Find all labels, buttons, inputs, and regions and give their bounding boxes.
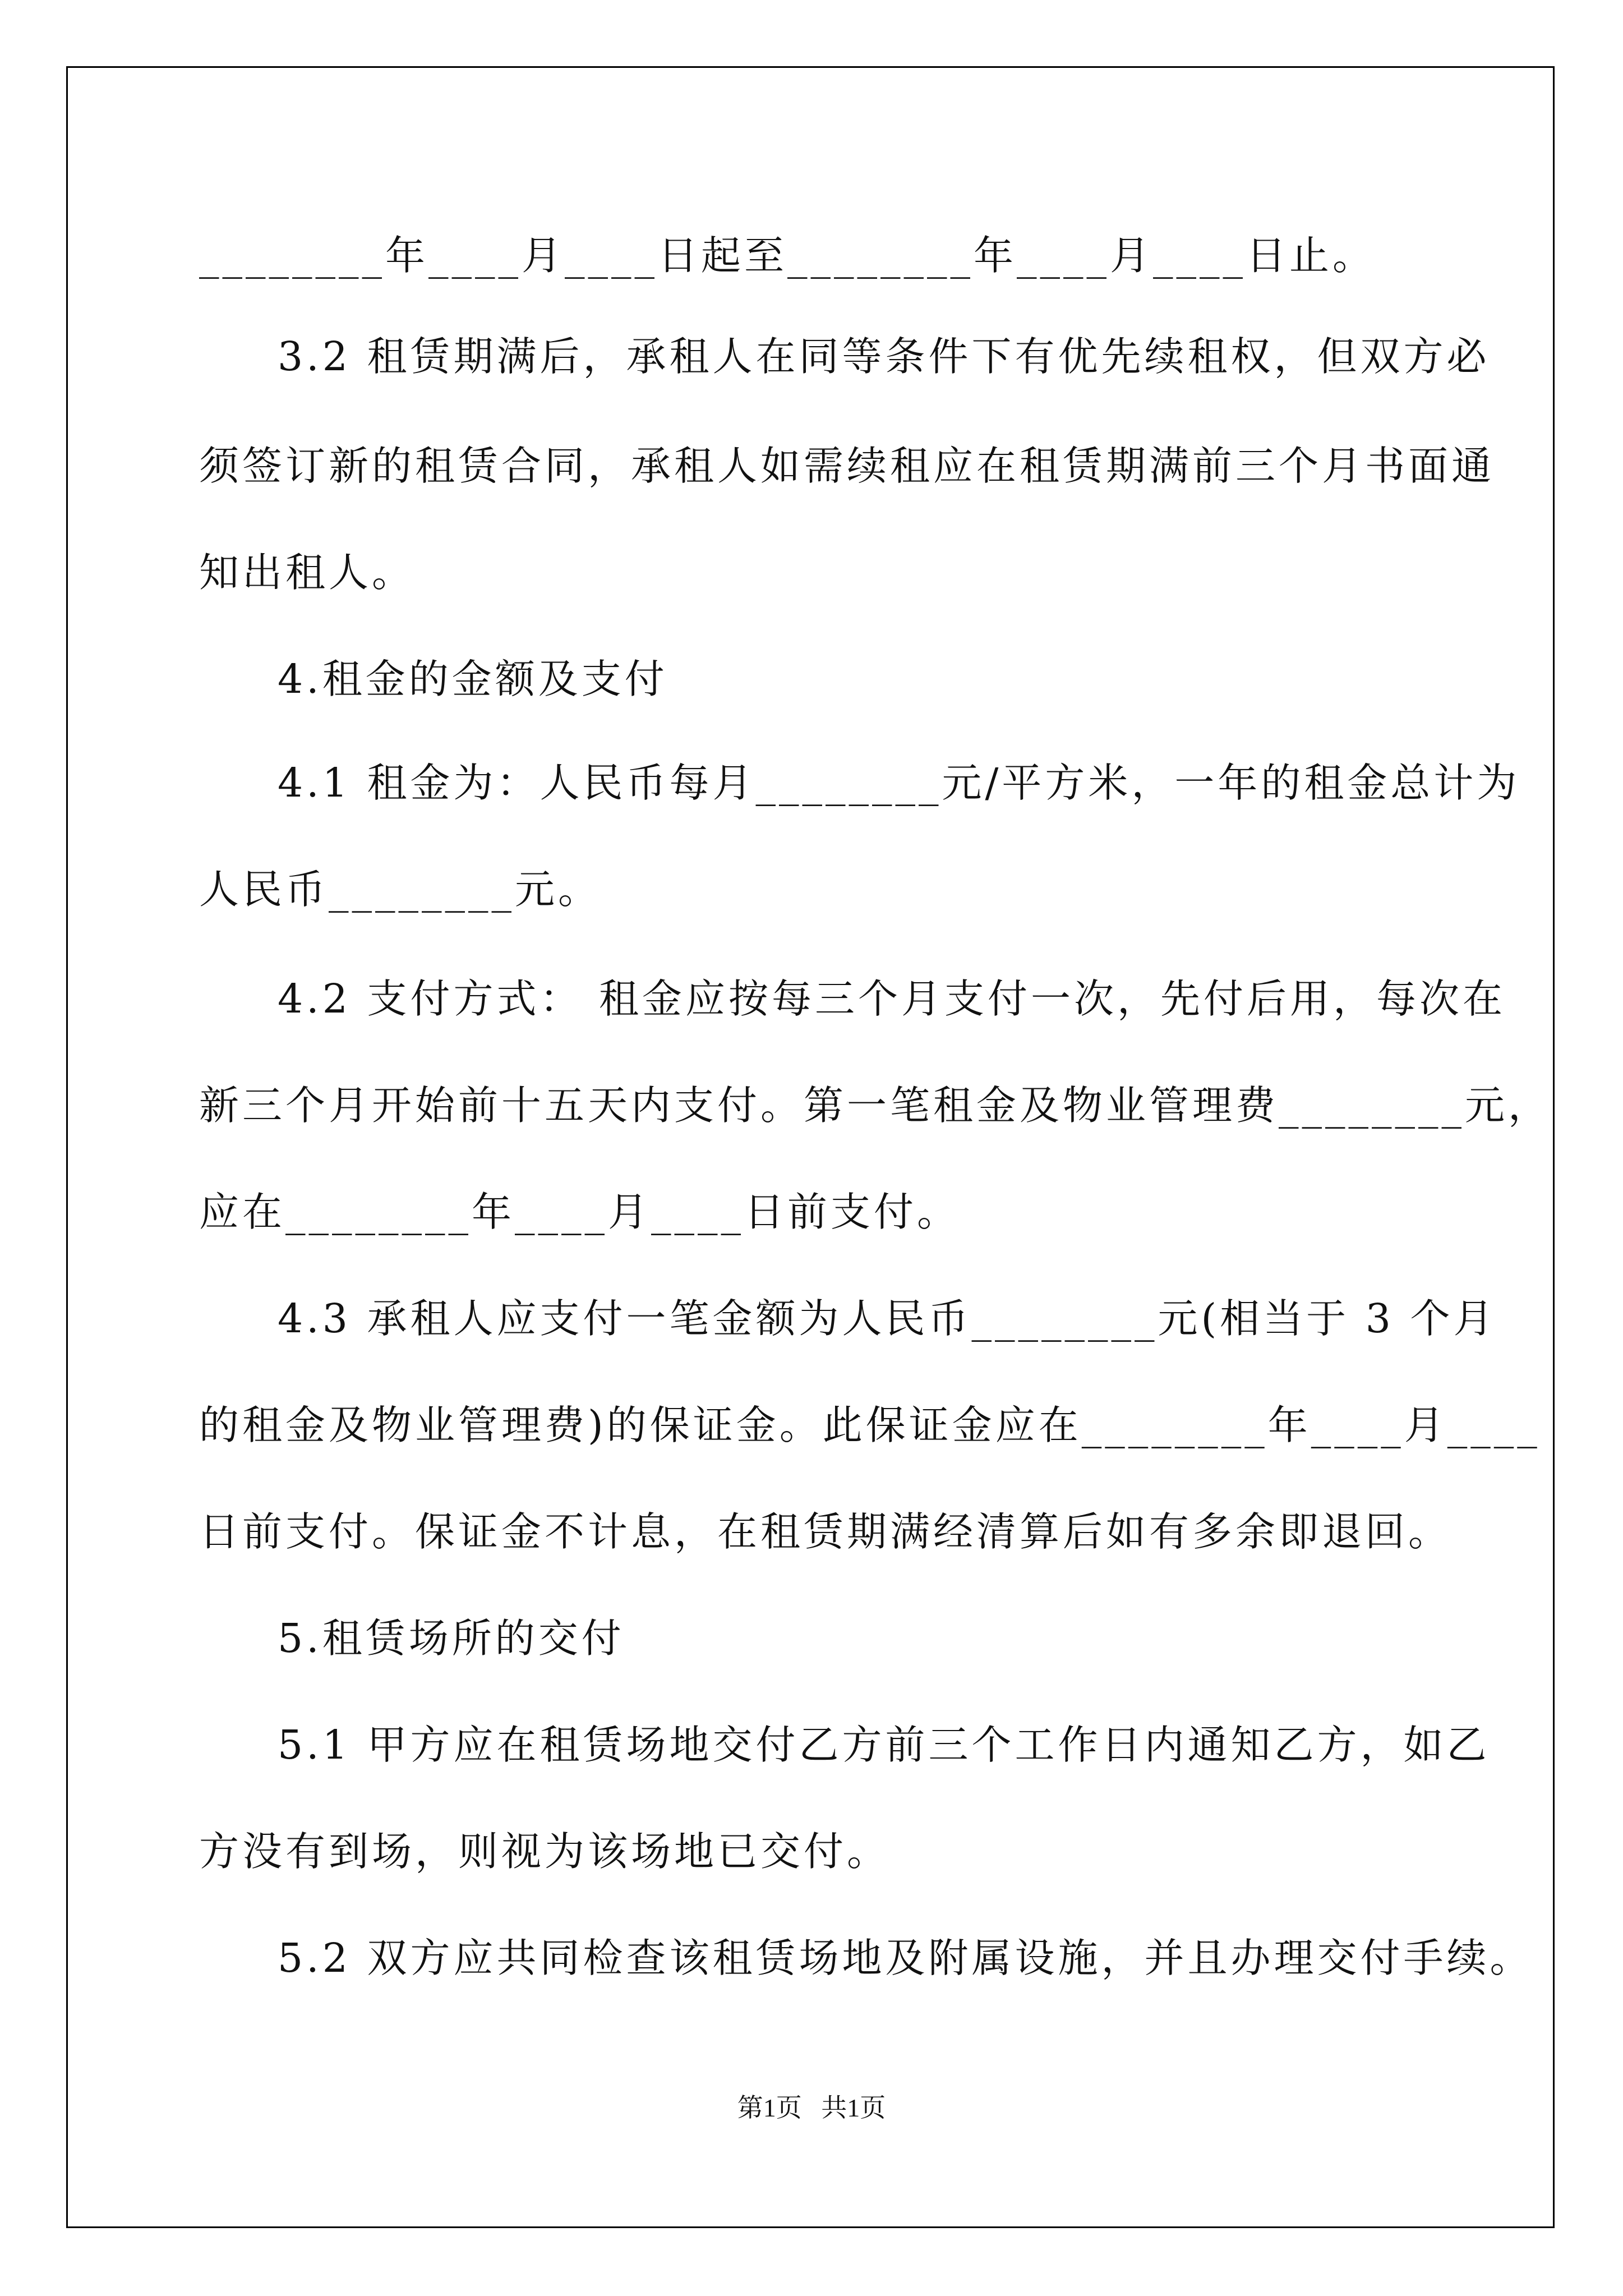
text-line-9: 新三个月开始前十五天内支付。第一笔租金及物业管理费________元， bbox=[199, 1082, 1552, 1129]
text-line-8: 4.2 支付方式： 租金应按每三个月支付一次，先付后用，每次在 bbox=[278, 976, 1506, 1022]
text-line-1: ________年____月____日起至________年____月____日止。 bbox=[199, 232, 1376, 279]
text-line-10: 应在________年____月____日前支付。 bbox=[199, 1189, 961, 1235]
text-line-15: 5.1 甲方应在租赁场地交付乙方前三个工作日内通知乙方，如乙 bbox=[278, 1722, 1490, 1768]
text-line-4: 知出租人。 bbox=[199, 549, 416, 596]
text-line-17: 5.2 双方应共同检查该租赁场地及附属设施，并且办理交付手续。 bbox=[278, 1935, 1533, 1981]
page-number-footer: 第1页 共1页 bbox=[737, 2093, 886, 2122]
text-line-11: 4.3 承租人应支付一笔金额为人民币________元(相当于 3 个月 bbox=[278, 1295, 1497, 1342]
text-line-6: 4.1 租金为：人民币每月________元/平方米，一年的租金总计为 bbox=[278, 760, 1520, 806]
page-border bbox=[66, 66, 1555, 2228]
text-line-12: 的租金及物业管理费)的保证金。此保证金应在________年____月____ bbox=[199, 1402, 1541, 1448]
text-line-13: 日前支付。保证金不计息，在租赁期满经清算后如有多余即退回。 bbox=[199, 1508, 1452, 1555]
text-line-7: 人民币________元。 bbox=[199, 866, 602, 913]
text-line-2: 3.2 租赁期满后，承租人在同等条件下有优先续租权，但双方必 bbox=[278, 333, 1490, 380]
text-line-3: 须签订新的租赁合同，承租人如需续租应在租赁期满前三个月书面通 bbox=[199, 443, 1495, 489]
section-heading-4: 4.租金的金额及支付 bbox=[278, 656, 668, 702]
text-line-16: 方没有到场，则视为该场地已交付。 bbox=[199, 1828, 891, 1875]
section-heading-5: 5.租赁场所的交付 bbox=[278, 1615, 625, 1662]
